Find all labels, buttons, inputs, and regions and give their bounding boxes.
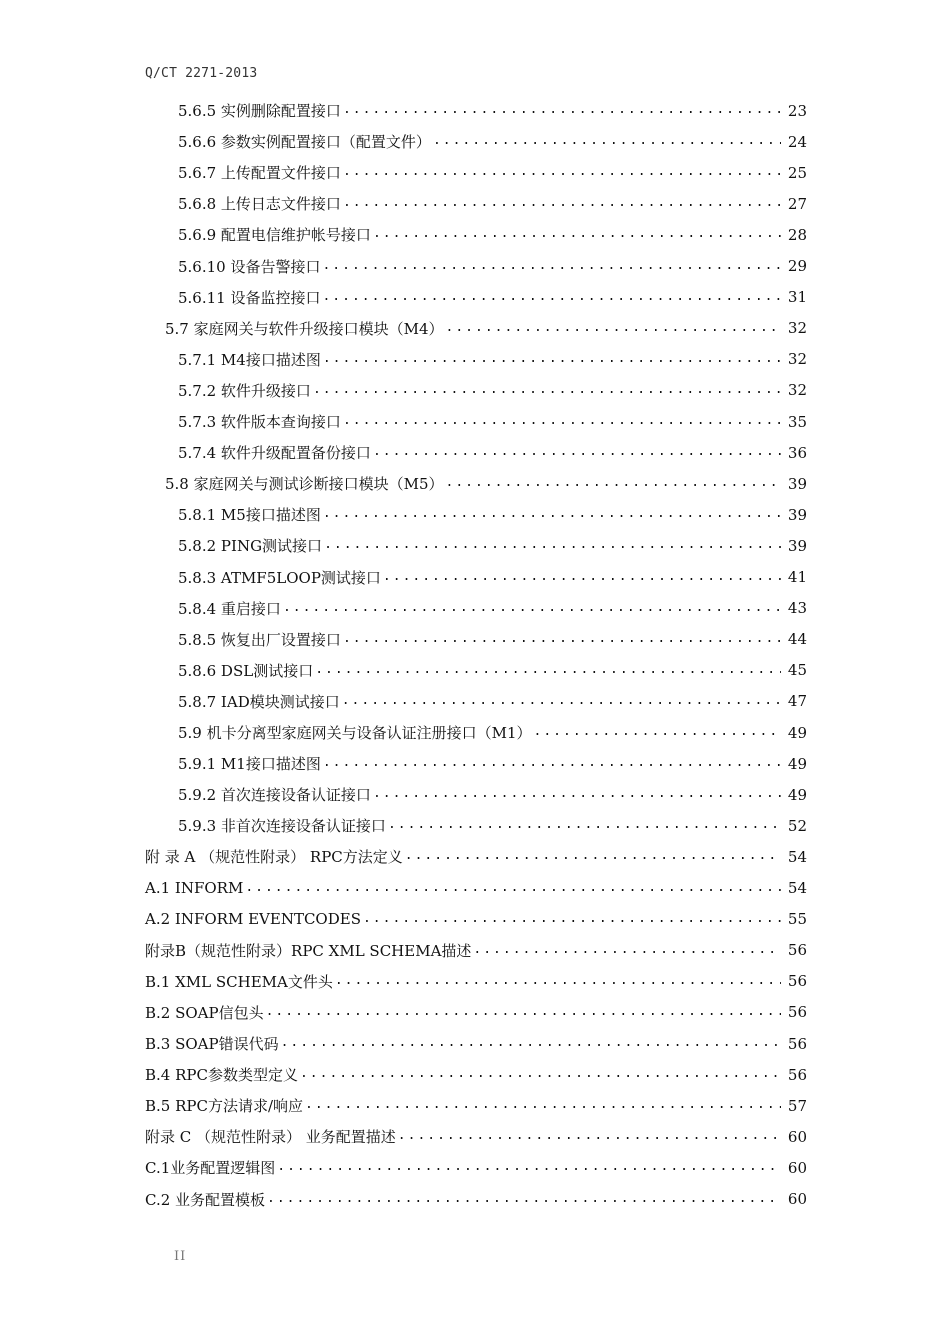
toc-entry-title: 5.9 机卡分离型家庭网关与设备认证注册接口（M1） xyxy=(178,724,532,742)
toc-entry-page-number: 39 xyxy=(787,505,807,524)
toc-entry[interactable] xyxy=(178,95,807,126)
toc-entry-title: 5.8.7 IAD模块测试接口 xyxy=(178,692,340,711)
toc-entry-title: 5.8.4 重启接口 xyxy=(178,599,281,618)
dot-leader xyxy=(313,383,781,396)
toc-entry[interactable] xyxy=(178,157,807,188)
toc-entry-title: B.3 SOAP错误代码 xyxy=(145,1035,279,1053)
dot-leader xyxy=(343,103,781,116)
dot-leader xyxy=(300,1067,781,1080)
toc-entry-page-number: 27 xyxy=(787,194,807,213)
toc-entry-page-number: 56 xyxy=(787,1034,807,1053)
toc-entry-page-number: 60 xyxy=(787,1127,807,1146)
toc-entry[interactable] xyxy=(178,530,807,561)
toc-entry-page-number: 54 xyxy=(787,879,807,897)
toc-entry[interactable] xyxy=(145,1028,807,1059)
dot-leader xyxy=(277,1160,781,1173)
toc-entry[interactable] xyxy=(178,717,807,748)
toc-entry-page-number: 28 xyxy=(787,225,807,244)
toc-entry-title: 5.8 家庭网关与测试诊断接口模块（M5） xyxy=(165,475,444,494)
toc-entry-page-number: 39 xyxy=(787,536,807,555)
dot-leader xyxy=(266,1005,781,1018)
dot-leader xyxy=(283,601,781,614)
toc-entry-title: B.5 RPC方法请求/响应 xyxy=(145,1097,304,1116)
toc-entry-page-number: 36 xyxy=(787,443,807,462)
toc-entry-title: 附 录 A （规范性附录） RPC方法定义 xyxy=(145,848,403,867)
toc-entry-page-number: 52 xyxy=(787,816,807,835)
dot-leader xyxy=(267,1192,781,1205)
toc-entry-page-number: 32 xyxy=(787,319,807,338)
toc-entry[interactable] xyxy=(178,406,807,437)
toc-entry-title: C.2 业务配置模板 xyxy=(145,1190,266,1209)
dot-leader xyxy=(343,196,781,209)
toc-entry-title: B.4 RPC参数类型定义 xyxy=(145,1066,298,1085)
dot-leader xyxy=(324,538,781,551)
toc-entry-title: 5.9.3 非首次连接设备认证接口 xyxy=(178,817,386,836)
dot-leader xyxy=(446,321,781,334)
dot-leader xyxy=(373,227,781,240)
toc-entry-title: A.2 INFORM EVENTCODES xyxy=(145,910,361,929)
toc-entry-title: 5.6.10 设备告警接口 xyxy=(178,257,321,276)
toc-entry-title: 5.6.9 配置电信维护帐号接口 xyxy=(178,226,371,245)
toc-entry-title: C.1业务配置逻辑图 xyxy=(145,1159,276,1178)
toc-entry-title: 5.6.7 上传配置文件接口 xyxy=(178,164,341,183)
toc-entry-title: 5.9.2 首次连接设备认证接口 xyxy=(178,786,371,805)
toc-entry-title: 5.7.4 软件升级配置备份接口 xyxy=(178,444,371,463)
dot-leader xyxy=(373,787,781,800)
toc-entry-page-number: 49 xyxy=(787,723,807,742)
toc-entry-title: 5.6.5 实例删除配置接口 xyxy=(178,102,341,120)
dot-leader xyxy=(335,974,781,987)
dot-leader xyxy=(323,352,781,365)
toc-entry-page-number: 25 xyxy=(787,163,807,182)
toc-entry[interactable] xyxy=(145,904,807,935)
toc-entry-title: 5.7.1 M4接口描述图 xyxy=(178,350,321,369)
dot-leader xyxy=(343,632,781,645)
toc-entry[interactable] xyxy=(178,188,807,219)
toc-entry[interactable] xyxy=(145,1152,807,1183)
toc-entry-page-number: 23 xyxy=(787,101,807,120)
toc-entry-page-number: 31 xyxy=(787,288,807,307)
toc-entry-page-number: 24 xyxy=(787,132,807,151)
dot-leader xyxy=(373,445,781,458)
dot-leader xyxy=(343,165,781,178)
toc-entry-page-number: 39 xyxy=(787,474,807,493)
dot-leader xyxy=(398,1129,781,1142)
toc-entry-page-number: 56 xyxy=(787,1065,807,1084)
toc-entry-page-number: 43 xyxy=(787,599,807,618)
toc-entry-title: 5.8.6 DSL测试接口 xyxy=(178,661,314,680)
page-number: II xyxy=(174,1249,187,1264)
toc-entry-page-number: 49 xyxy=(787,754,807,773)
dot-leader xyxy=(323,507,781,520)
toc-entry[interactable] xyxy=(145,1090,807,1121)
toc-entry[interactable] xyxy=(178,624,807,655)
toc-entry[interactable] xyxy=(145,997,807,1028)
toc-entry-page-number: 56 xyxy=(787,1003,807,1022)
toc-entry-page-number: 35 xyxy=(787,412,807,431)
toc-entry-title: 5.9.1 M1接口描述图 xyxy=(178,755,321,774)
toc-entry-title: 5.8.3 ATMF5LOOP测试接口 xyxy=(178,568,381,587)
toc-entry[interactable] xyxy=(178,686,807,717)
toc-entry-page-number: 32 xyxy=(787,381,807,400)
toc-entry-page-number: 44 xyxy=(787,630,807,649)
dot-leader xyxy=(405,849,781,862)
toc-entry[interactable] xyxy=(178,344,807,375)
toc-entry[interactable] xyxy=(178,655,807,686)
toc-entry-title: B.2 SOAP信包头 xyxy=(145,1003,264,1022)
toc-entry-title: 5.6.6 参数实例配置接口（配置文件） xyxy=(178,133,431,152)
toc-entry-page-number: 60 xyxy=(787,1158,807,1177)
dot-leader xyxy=(446,476,781,489)
toc-entry[interactable] xyxy=(178,810,807,841)
toc-entry[interactable] xyxy=(178,219,807,250)
toc-entry-title: A.1 INFORM xyxy=(145,879,244,897)
dot-leader xyxy=(433,134,781,147)
toc-entry[interactable] xyxy=(178,562,807,593)
toc-entry[interactable] xyxy=(145,1059,807,1090)
toc-entry-title: 5.8.2 PING测试接口 xyxy=(178,537,323,556)
toc-entry[interactable] xyxy=(178,779,807,810)
toc-entry-title: 5.6.11 设备监控接口 xyxy=(178,288,321,307)
toc-entry[interactable] xyxy=(178,251,807,282)
dot-leader xyxy=(388,818,781,831)
toc-entry-page-number: 47 xyxy=(787,692,807,711)
dot-leader xyxy=(383,570,781,583)
toc-entry[interactable] xyxy=(145,841,807,872)
dot-leader xyxy=(323,756,781,769)
toc-entry-page-number: 45 xyxy=(787,661,807,680)
toc-entry-title: 5.6.8 上传日志文件接口 xyxy=(178,195,341,214)
toc-entry-page-number: 54 xyxy=(787,847,807,866)
toc-entry-page-number: 41 xyxy=(787,568,807,586)
toc-entry[interactable] xyxy=(178,375,807,406)
toc-entry[interactable] xyxy=(165,468,807,499)
toc-entry-page-number: 49 xyxy=(787,785,807,804)
dot-leader xyxy=(245,881,781,894)
toc-entry-title: 5.7 家庭网关与软件升级接口模块（M4） xyxy=(165,319,444,338)
toc-entry-title: 附录 C （规范性附录） 业务配置描述 xyxy=(145,1128,396,1147)
dot-leader xyxy=(342,694,781,707)
toc-entry-title: B.1 XML SCHEMA文件头 xyxy=(145,972,333,991)
toc-entry[interactable] xyxy=(178,748,807,779)
toc-entry[interactable] xyxy=(145,935,807,966)
toc-entry-title: 5.7.3 软件版本查询接口 xyxy=(178,413,341,431)
toc-entry-page-number: 57 xyxy=(787,1096,807,1115)
toc-entry-title: 附录B（规范性附录）RPC XML SCHEMA描述 xyxy=(145,941,472,960)
dot-leader xyxy=(343,414,781,427)
toc-entry-title: 5.8.1 M5接口描述图 xyxy=(178,506,321,525)
toc-entry-page-number: 29 xyxy=(787,257,807,275)
toc-entry[interactable] xyxy=(178,593,807,624)
toc-entry[interactable] xyxy=(145,966,807,997)
toc-entry-page-number: 32 xyxy=(787,350,807,369)
toc-entry[interactable] xyxy=(178,282,807,313)
toc-entry[interactable] xyxy=(165,313,807,344)
toc-entry[interactable] xyxy=(145,873,807,904)
toc-entry[interactable] xyxy=(145,1121,807,1152)
dot-leader xyxy=(534,725,781,738)
toc-entry[interactable] xyxy=(178,437,807,468)
toc-entry-title: 5.8.5 恢复出厂设置接口 xyxy=(178,630,341,649)
toc-entry-page-number: 55 xyxy=(787,910,807,929)
toc-entry-page-number: 60 xyxy=(787,1190,807,1208)
toc-entry[interactable] xyxy=(145,1184,807,1215)
dot-leader xyxy=(322,290,781,303)
dot-leader xyxy=(322,259,781,272)
dot-leader xyxy=(281,1036,781,1049)
toc-entry-page-number: 56 xyxy=(787,972,807,991)
dot-leader xyxy=(315,663,781,676)
toc-entry-title: 5.7.2 软件升级接口 xyxy=(178,381,311,400)
toc-entry[interactable] xyxy=(178,499,807,530)
document-number-header: Q/CT 2271-2013 xyxy=(145,66,258,81)
dot-leader xyxy=(363,912,781,925)
toc-entry-page-number: 56 xyxy=(787,941,807,960)
dot-leader xyxy=(473,943,781,956)
toc-entry[interactable] xyxy=(178,126,807,157)
dot-leader xyxy=(305,1098,781,1111)
